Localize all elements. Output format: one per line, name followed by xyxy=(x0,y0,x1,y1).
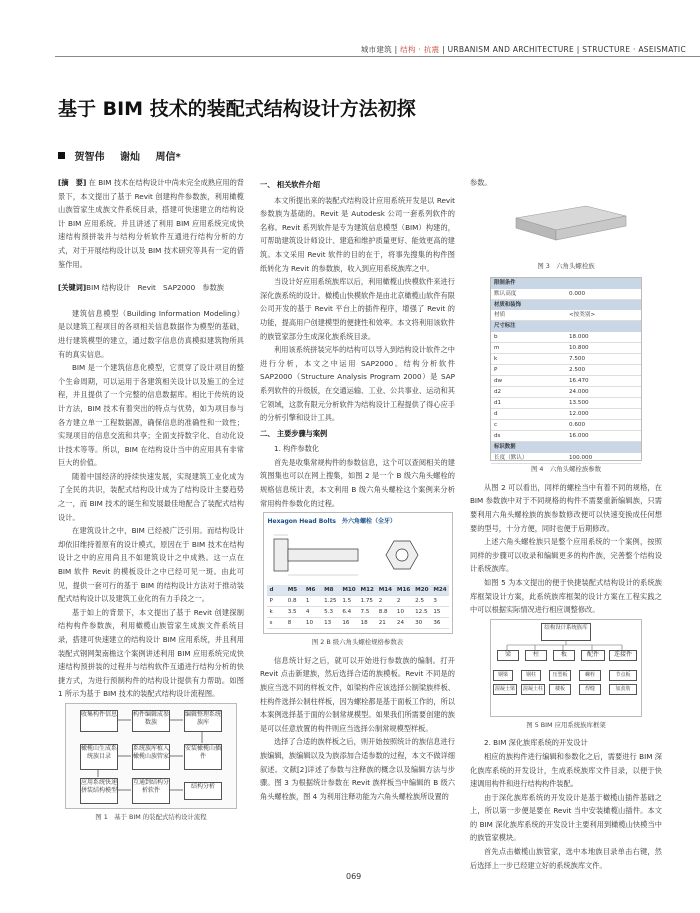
param-row xyxy=(491,365,641,376)
paragraph-continued: 参数。 xyxy=(470,178,492,187)
table-row xyxy=(267,596,449,607)
table-row xyxy=(267,618,449,629)
paragraph: 从图 2 可以看出，同样的螺栓当中有着不同的规格，在 BIM 参数族中对于不同规格的构件不需要重新编辑族，只需要利用六角头螺栓族的族参数修改便可以快速变换成任何想要的型号，十分方便，同时也便于后期修改。 xyxy=(470,482,662,533)
param-row xyxy=(491,453,641,464)
column-1 xyxy=(58,176,244,829)
tree-leaf: 节点板 xyxy=(609,670,637,681)
tree-node: 梁 xyxy=(497,650,519,661)
paragraph: 当设计好应用系统族库以后，利用橄榄山快模软件来进行深化族系统的设计。橄榄山快模软件是由北京橄榄山软件有限公司开发的基于 Revit 平台上的插件程序，增强了 Revit 的功能，提高用户创建模型的便捷性和效率。本文将利用该软件的族管家部分生成深化族系统目录。 xyxy=(260,277,455,341)
bolt-3d-model xyxy=(486,192,646,258)
param-value: 16.470 xyxy=(569,377,589,384)
paragraph: 相应的族构件进行编辑和参数化之后，需要进行 BIM 深化族库系统的开发设计，生成系统族库文件目录，以便于快速调用构件和进行结构构件装配。 xyxy=(470,751,662,789)
flow-box: 安装橄榄山插件 xyxy=(184,744,222,770)
param-group: 限制条件 xyxy=(491,278,641,289)
table-cell: 1.5 xyxy=(342,598,352,605)
paragraph: 由于深化族库系统的开发设计是基于橄榄山插件基础之上，所以第一步便是要在 Revit 当中安装橄榄山插件。本文的 BIM 深化族库系统的开发设计主要利用到橄榄山快模当中的族管家模块。 xyxy=(470,792,662,843)
header-journal: 城市建筑 xyxy=(360,45,392,54)
abstract-label: [摘 要] xyxy=(58,178,87,187)
tree-connectors xyxy=(491,620,641,716)
figure-1-flowchart xyxy=(65,703,237,809)
paper-title: 基于 BIM 技术的装配式结构设计方法初探 xyxy=(58,98,416,120)
table-cell: 2 xyxy=(396,598,401,605)
paragraph: BIM 是一个建筑信息化模型，它贯穿了设计项目的整个生命周期，可以运用于各建筑相关设计以及施工的全过程，并且提供了一个完整的信息数据库。相比于传统的设计方法，BIM 技术有着突出的特点与优势，如为项目参与各方建立单一工程数据源，确保信息的准确性和一致性；实现项目的信息交流和共享；全面支持数字化、自动化设计技术等等。所以，BIM 在结构设计当中的应用具有非常巨大的价值。 xyxy=(58,363,244,468)
table-cell: M12 xyxy=(360,587,374,594)
figure-2-caption: 图 2 B 级六角头螺栓规格参数表 xyxy=(311,638,404,647)
param-value: 24.000 xyxy=(569,388,589,395)
table-cell: 30 xyxy=(415,620,423,627)
table-cell: 4 xyxy=(305,609,310,616)
flow-box: 编辑整理系统族库 xyxy=(184,710,222,732)
tree-leaf: 混凝土柱 xyxy=(521,684,545,695)
tree-node: 板 xyxy=(553,650,575,661)
flow-box: 互通到结构分析软件 xyxy=(132,778,170,804)
table-cell: M14 xyxy=(378,587,393,594)
table-cell: 10 xyxy=(305,620,314,627)
paragraph: 如图 5 为本文提出的便于快捷装配式结构设计的系统族库框架设计方案，此系统族库框架的设计方案在工程实践之中可以根据实际情况进行相应调整修改。 xyxy=(470,577,662,615)
param-label: dw xyxy=(494,377,503,384)
table-cell: 2.5 xyxy=(415,598,425,605)
flow-box: 橄榄山生成系统族目录 xyxy=(80,744,118,770)
param-value: 0.600 xyxy=(569,421,586,428)
param-label: ds xyxy=(494,432,501,439)
page-number: 069 xyxy=(346,872,362,881)
keywords-label: [关键词] xyxy=(58,283,87,293)
table-cell: 10 xyxy=(396,609,405,616)
table-cell: k xyxy=(269,609,273,616)
table-cell: M10 xyxy=(342,587,356,594)
param-value: 10.800 xyxy=(569,344,589,351)
table-cell: s xyxy=(269,620,273,627)
abstract xyxy=(58,176,244,271)
figure-2-bolt-spec xyxy=(263,512,453,634)
figure-4-caption: 图 4 六角头螺栓族参数 xyxy=(530,465,601,474)
param-row xyxy=(491,398,641,409)
paragraph: 选择了合适的族样板之后，则开始按照统计的族信息进行族编辑，族编辑以及为族添加合适参数的过程，本文不做详细叙述。文献[2]详述了参数与注释族的概念以及编辑方法与步骤。图 3 为根据统计参数在 Revit 族样板当中编辑的 B 级六角头螺栓族，图 4 为利用注释功能为六角头螺栓族所设置的 xyxy=(260,737,455,801)
param-label: P xyxy=(494,366,498,373)
tree-leaf: 螺栓 xyxy=(579,670,601,681)
param-group: 标识数据 xyxy=(491,442,641,453)
param-value: 2.500 xyxy=(569,366,586,373)
table-cell: 3 xyxy=(433,598,437,605)
param-row xyxy=(491,409,641,420)
spec-table xyxy=(264,585,452,629)
table-cell: 8 xyxy=(287,620,292,627)
paragraph: 建筑信息模型（Building Information Modeling）是以建筑工程项目的各项相关信息数据作为模型的基础，进行建筑模型的建立，通过数字信息仿真模拟建筑物所具有的真实信息。 xyxy=(58,308,244,359)
table-cell: M20 xyxy=(415,587,429,594)
table-cell: 36 xyxy=(433,620,441,627)
param-value: 12.000 xyxy=(569,410,589,417)
flow-box: 应用系统快速拼装结构模型 xyxy=(80,778,118,804)
param-value: 16.000 xyxy=(569,432,589,439)
tree-leaf: 焊缝 xyxy=(579,684,601,695)
section-heading: 二、 主要步骤与案例 xyxy=(260,428,328,438)
paragraph: 首先点击橄榄山族管家，选中本地族目录单击右键，然后选择上一步已经建立好的系统族库文件。 xyxy=(470,847,662,870)
flow-box: 收集构件信息 xyxy=(80,710,118,732)
param-row xyxy=(491,431,641,442)
table-cell: 13 xyxy=(324,620,332,627)
tree-root: 结构设计系统族库 xyxy=(541,623,591,641)
table-cell: 7.5 xyxy=(360,609,370,616)
table-cell: 21 xyxy=(378,620,386,627)
table-cell: M16 xyxy=(396,587,411,594)
figure-1-caption: 图 1 基于 BIM 的装配式结构设计流程 xyxy=(95,812,207,821)
header-rule xyxy=(55,56,700,57)
flow-box: 系统族库植入橄榄山族管家 xyxy=(132,744,170,770)
tree-node: 连接件 xyxy=(609,650,637,661)
table-cell: 5.3 xyxy=(324,609,334,616)
param-value: 0.000 xyxy=(569,290,586,297)
table-cell: 6.4 xyxy=(342,609,352,616)
table-cell: M6 xyxy=(305,587,316,594)
param-row xyxy=(491,376,641,387)
author: 周信* xyxy=(155,152,181,163)
param-row xyxy=(491,289,641,300)
table-cell: 16 xyxy=(342,620,350,627)
table-cell: M5 xyxy=(287,587,298,594)
paragraph: 首先是收集常规构件的参数信息，这个可以查阅相关的建筑图集也可以在网上搜集，如图 2 是一个 B 级六角头螺栓的规格信息统计表，本文利用 B 级六角头螺栓这个案例来分析常用构件参数化的过程。 xyxy=(260,457,455,508)
column-3 xyxy=(470,176,662,872)
abstract-text: 在 BIM 技术在结构设计中尚未完全成熟应用的背景下，本文提出了基于 Revit 创建构件参数族，利用橄榄山族管家生成族文件系统目录，搭建可快速建立的结构设计 BIM 应用系统。并且讲述了利用 BIM 应用系统完成快速结构预拼装并与结构分析软件互通进行结构分析的方式，对于开展结构设计以及 BIM 技术研究等具有一定的借鉴作用。 xyxy=(58,178,244,269)
flow-box: 构件编辑成参数族 xyxy=(132,710,170,732)
author: 谢灿 xyxy=(119,152,140,163)
table-cell: 12.5 xyxy=(415,609,428,616)
author: 贺智伟 xyxy=(74,152,105,163)
author-marker-icon xyxy=(58,152,65,159)
paragraph: 信息统计好之后，就可以开始进行参数族的编制。打开 Revit 点击新建族，然后选择合适的族模板。Revit 不同是的族应当选不同的样板文件，如梁构件应该选择公制梁族样板、柱构件选择公制柱样板，因为螺栓都是基于面板工作的，所以本案例选择基于面的公制常规模型。如果我们所需要创建的族是可以任意放置的构件则应当选择公制常规模型样板。 xyxy=(260,655,455,733)
table-row xyxy=(267,607,449,618)
paragraph: 在建筑设计之中，BIM 已经被广泛引用。而结构设计却依旧维持着原有的设计模式，原因在于 BIM 技术在结构设计之中的应用尚且不如建筑设计之中成熟。这一点在 BIM 软件 Revit 的模板设计之中已经可见一斑。由此可见，提供一套可行的基于 BIM 的结构设计方法对于推动装配式结构设计以及建筑工业化的有力手段之一。 xyxy=(58,526,244,604)
param-value: <按类别> xyxy=(569,312,596,319)
figure-5-family-tree xyxy=(490,619,642,717)
tree-leaf: 楼板 xyxy=(549,684,571,695)
table-cell: 0.8 xyxy=(287,598,297,605)
param-label: c xyxy=(494,421,498,428)
paragraph: 利用该系统拼装完毕的结构可以导入到结构设计软件之中进行分析，本文之中运用 SAP2000。结构分析软件 SAP2000（Structure Analysis Program 2000）是 SAP 系列软件的升级版，在交通运输、工业、公共事业、运动和其它领域，这款有限元分析软件为结构设计工程提供了得心应手的分析引擎和设计工具。 xyxy=(260,345,455,423)
table-cell: 24 xyxy=(396,620,405,627)
table-cell: 8.8 xyxy=(378,609,388,616)
table-cell: 3.5 xyxy=(287,609,297,616)
param-label: 材质 xyxy=(494,312,506,319)
tree-node: 配件 xyxy=(581,650,605,661)
param-label: k xyxy=(494,355,498,362)
tree-leaf: 钢柱 xyxy=(521,670,541,681)
section-heading: 一、 相关软件介绍 xyxy=(260,180,321,189)
param-group: 材质和装饰 xyxy=(491,300,641,311)
table-cell: 15 xyxy=(433,609,441,616)
table-cell: 2 xyxy=(378,598,383,605)
param-label: d2 xyxy=(494,388,502,395)
paragraph: 基于如上的背景下，本文提出了基于 Revit 创建探制结构构件参数族，利用橄榄山族管家生成族文件系统目录，搭建可快速建立的结构设计 BIM 应用系统，并且利用装配式钢网架南檐这个案例讲述利用 BIM 应用系统完成快速结构预拼装的过程并与结构软件互通进行结构分析的快捷方式，为进行预制构件的结构设计提供有力帮助。如图 1 所示为基于 BIM 技术的装配式结构设计流程图。 xyxy=(58,607,244,699)
table-cell: 1.75 xyxy=(360,598,373,605)
param-value: 13.500 xyxy=(569,399,589,406)
figure-5-caption: 图 5 BIM 应用系统族库框架 xyxy=(526,720,606,729)
author-line xyxy=(58,148,193,163)
param-row xyxy=(491,420,641,431)
tree-leaf: 钢梁 xyxy=(493,670,513,681)
subsection-heading: 2. BIM 深化族库系统的开发设计 xyxy=(484,738,588,748)
param-label: b xyxy=(494,333,498,340)
table-cell: P xyxy=(269,598,273,605)
subsection-heading: 1. 构件参数化 xyxy=(274,444,320,454)
tree-leaf: 压型板 xyxy=(549,670,571,681)
figure-2-title: Hexagon Head Bolts 外六角螺栓（全牙） xyxy=(267,518,397,526)
param-label: m xyxy=(494,344,500,351)
header-english: URBANISM AND ARCHITECTURE xyxy=(447,45,575,54)
param-group: 尺寸标注 xyxy=(491,321,641,332)
table-header-row xyxy=(267,585,449,596)
table-cell: 18 xyxy=(360,620,368,627)
figure-3-bolt-family xyxy=(486,192,646,258)
figure-4-param-table xyxy=(490,277,642,461)
header-english-section: STRUCTURE · ASEISMATIC xyxy=(582,45,686,54)
param-row xyxy=(491,343,641,354)
param-row xyxy=(491,387,641,398)
table-cell: 1.25 xyxy=(324,598,337,605)
param-label: 长度（默认） xyxy=(494,454,528,461)
table-cell: 1 xyxy=(305,598,310,605)
table-cell: d xyxy=(269,587,274,594)
running-header: 城市建筑 | 结构 · 抗震 | URBANISM AND ARCHITECTURE | STRUCTURE · ASEISMATIC xyxy=(360,45,686,54)
tree-leaf: 加劲肋 xyxy=(609,684,637,695)
paragraph: 上述六角头螺栓族只是整个应用系统的一个案例，按照同样的步骤可以收录和编辑更多的构件族，完善整个结构设计系统族库。 xyxy=(470,537,662,574)
keywords xyxy=(58,281,244,295)
param-value: 18.000 xyxy=(569,333,589,340)
paragraph: 本文所提出来的装配式结构设计应用系统开发是以 Revit 参数族为基础的。Revit 是 Autodesk 公司一套系列软件的名称。Revit 系列软件是专为建筑信息模型（BIM）构建的，可帮助建筑设计师设计、建造和维护质量更好、能效更高的建筑。本文采用 Revit 软件的目的在于，将事先搜集的构件图纸转化为 Revit 的参数族，收入到应用系统族库之中。 xyxy=(260,195,455,273)
figure-3-caption: 图 3 六角头螺栓族 xyxy=(537,261,595,270)
table-cell: M24 xyxy=(433,587,447,594)
param-label: d1 xyxy=(494,399,502,406)
param-row xyxy=(491,310,641,321)
bolt-drawing xyxy=(264,531,450,581)
header-section: 结构 · 抗震 xyxy=(400,45,440,54)
param-label: d xyxy=(494,410,498,417)
param-label: 默认高度 xyxy=(494,290,517,297)
tree-leaf: 混凝土梁 xyxy=(493,684,517,695)
flow-arrows xyxy=(66,704,236,808)
param-value: 7.500 xyxy=(569,355,586,362)
param-value: 100.000 xyxy=(569,454,593,461)
param-row xyxy=(491,332,641,343)
param-row xyxy=(491,354,641,365)
paragraph: 随着中国经济的持续快速发展，实现建筑工业化成为了全民的共识，装配式结构设计成为了结构设计主要趋势之一，而 BIM 技术的诞生和发展最佳地配合了装配式结构设计。 xyxy=(58,471,244,522)
flow-box: 结构分析 xyxy=(184,782,222,800)
keywords-text: BIM 结构设计 Revit SAP2000 参数族 xyxy=(86,283,224,293)
column-2 xyxy=(260,176,455,803)
table-cell: M8 xyxy=(324,587,334,594)
tree-node: 柱 xyxy=(525,650,547,661)
